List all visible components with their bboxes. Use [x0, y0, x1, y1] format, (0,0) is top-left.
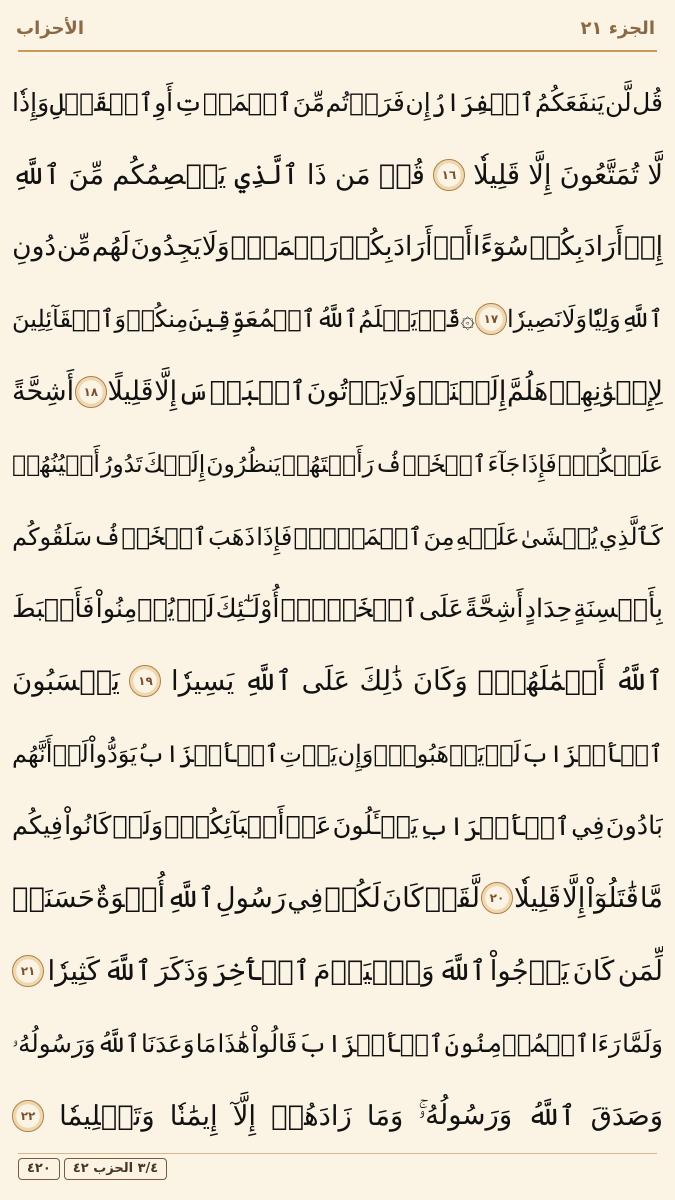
text-line: [12, 428, 663, 500]
word: ٱلۡخَوۡفُ: [93, 522, 208, 551]
word: وَمَا: [366, 1099, 404, 1132]
word: ٱلۡأٓخِرَ: [212, 954, 310, 987]
page-number: ٤٢٠: [18, 1158, 60, 1180]
word: ٱللَّهَ: [437, 954, 487, 987]
word: مِّنَ: [292, 87, 326, 117]
word: أَنۢبَآئِكُمۡۖ: [164, 811, 285, 842]
word: ٱلۡمُؤۡمِنُونَ: [444, 1028, 590, 1058]
word: رَءَا: [590, 1028, 621, 1058]
word: لَهُم: [91, 231, 130, 263]
word: تُمَتَّعُونَ: [559, 158, 640, 191]
ayah-number-marker: ٢٠: [481, 882, 513, 914]
word: لَمۡ: [484, 739, 521, 768]
text-line: [12, 1079, 663, 1151]
word: حَسَنَةٞ: [12, 882, 95, 915]
word: فِي: [287, 882, 324, 915]
word: وَعَدَنَا: [141, 1028, 195, 1058]
word: يَسۡـَٔلُونَ: [332, 811, 419, 842]
word: وَإِن: [337, 739, 374, 768]
word: مِنكُمۡ: [126, 305, 189, 334]
word: هَٰذَا: [217, 1028, 251, 1058]
word: كَانَ: [572, 954, 615, 987]
word: يَحۡسَبُونَ: [12, 665, 120, 698]
word: وَرَسُولُهُۥۚ: [418, 1099, 513, 1132]
word: إِلَّآ: [232, 1099, 257, 1132]
word: ٱلۡأَحۡزَابُ: [137, 739, 280, 768]
word: فَرَرۡتُم: [325, 87, 405, 117]
word: أَشِحَّةً: [464, 593, 524, 624]
word: أَنَّهُم: [12, 739, 53, 768]
word: رَحۡمَةٗۚ: [230, 231, 339, 263]
hizb-indicator: ٣/٤ الحزب ٤٢: [64, 1158, 167, 1180]
word: لِّمَن: [617, 954, 663, 987]
word: ٱلۡمَوۡتِۖ: [293, 522, 423, 551]
word: ٱلۡأَعۡرَابِ: [419, 811, 571, 842]
text-line: [12, 356, 663, 428]
word: ٱللَّهُ: [96, 1028, 140, 1058]
word: يَنفَعَكُمُ: [534, 87, 605, 117]
word: إِنۡ: [623, 231, 663, 263]
word: أَوۡ: [433, 231, 473, 263]
text-line: [12, 138, 663, 210]
word: عَنۡ: [285, 811, 332, 842]
word: ۞قَدۡ: [417, 305, 475, 334]
word: عَلَيۡهِ: [455, 522, 520, 551]
word: يَذۡهَبُواْۖ: [373, 739, 485, 768]
word: عَلَيۡكُمۡۖ: [557, 450, 663, 479]
word: يَأۡتُونَ: [306, 376, 388, 408]
quran-text: [12, 66, 663, 1152]
word: وَٱلۡقَآئِلِينَ: [12, 305, 127, 334]
ayah-number-marker: ١٦: [433, 159, 465, 191]
text-line: [12, 718, 663, 790]
word: إِلَّا: [528, 158, 552, 191]
ayah-number-marker: ١٩: [129, 665, 161, 697]
text-line: [12, 211, 663, 283]
word: كَانَ: [381, 882, 424, 915]
text-line: [12, 790, 663, 862]
word: أَرَادَ: [583, 231, 624, 263]
header-divider: [18, 50, 657, 52]
word: فِي: [571, 811, 605, 842]
word: قُلۡ: [378, 158, 425, 191]
word: ذَهَبَ: [208, 522, 256, 551]
page-footer: [18, 1156, 167, 1182]
word: لَّن: [604, 87, 632, 117]
word: بَادُونَ: [605, 811, 663, 842]
word: ذَا: [306, 158, 327, 191]
word: عَلَى: [301, 665, 351, 698]
word: لَوۡ: [52, 739, 89, 768]
word: لَكُمۡ: [324, 882, 381, 915]
word: يَجِدُونَ: [130, 231, 202, 263]
word: مَّا: [639, 882, 663, 915]
word: وَرَسُولُهُۥ: [12, 1028, 96, 1058]
word: لَّا: [647, 158, 663, 191]
word: حِدَادٍ: [524, 593, 573, 624]
word: وَلَوۡ: [112, 811, 164, 842]
word: إِلَيۡنَاۖ: [417, 376, 507, 408]
word: إِلَيۡكَ: [143, 450, 206, 479]
word: يَرۡجُواْ: [489, 954, 570, 987]
page-header: [16, 10, 655, 46]
word: وَلَا: [201, 231, 230, 263]
word: زَادَهُمۡ: [271, 1099, 352, 1132]
word: قَلِيلًا: [107, 376, 154, 408]
text-line: [12, 500, 663, 572]
word: قَالُواْ: [251, 1028, 298, 1058]
word: ٱلۡخَوۡفُ: [375, 450, 487, 479]
word: سُوٓءًا: [472, 231, 529, 263]
word: سَلَقُوكُم: [12, 522, 93, 551]
word: لَمۡ: [176, 593, 215, 624]
ayah-number-marker: ٢٢: [12, 1100, 44, 1132]
word: ٱللَّهَ: [103, 954, 152, 987]
word: أَشِحَّةً: [12, 376, 75, 408]
word: مِّن: [56, 231, 92, 263]
word: ٱلۡأَحۡزَابَ: [298, 1028, 444, 1058]
word: أَعۡيُنُهُمۡ: [12, 450, 100, 479]
surah-label: الأحزاب: [16, 17, 85, 39]
word: وَإِذٗا: [12, 87, 50, 117]
word: أَرَادَ: [393, 231, 433, 263]
word: رَأَيۡتَهُمۡ: [281, 450, 374, 479]
word: يَسِيرٗا: [170, 665, 235, 698]
word: يَوَدُّواْ: [88, 739, 137, 768]
word: يَعۡصِمُكُم: [112, 158, 227, 191]
ayah-number-marker: ٢١: [12, 955, 44, 987]
word: ٱللَّهِ: [166, 882, 215, 915]
word: ٱللَّهُ: [614, 665, 663, 698]
word: ٱلۡبَأۡسَ: [177, 376, 306, 408]
word: قَٰتَلُوٓاْ: [586, 882, 639, 915]
word: قُل: [632, 87, 663, 117]
text-line: [12, 645, 663, 717]
word: أُوْلَـٰٓئِكَ: [215, 593, 280, 624]
word: مِنَ: [423, 522, 455, 551]
word: وَتَسۡلِيمٗا: [59, 1099, 155, 1132]
word: فَأَحۡبَطَ: [12, 593, 95, 624]
word: إِلَّا: [562, 882, 586, 915]
word: يُغۡشَىٰ: [520, 522, 598, 551]
word: لَّقَدۡ: [424, 882, 480, 915]
word: يَنظُرُونَ: [206, 450, 281, 479]
word: ٱللَّهُ: [527, 1099, 576, 1132]
word: وَلَا: [561, 305, 588, 334]
word: إِلَّا: [154, 376, 178, 408]
word: هَلُمَّ: [507, 376, 549, 408]
word: إِن: [405, 87, 431, 117]
word: تَدُورُ: [100, 450, 143, 479]
word: ذَٰلِكَ: [359, 665, 404, 698]
word: ٱلۡخَيۡرِۚ: [280, 594, 418, 625]
word: ٱلۡفِرَارُ: [431, 87, 535, 117]
juz-label: الجزء ٢١: [580, 17, 655, 39]
word: وَذَكَرَ: [155, 954, 210, 987]
word: وَلَا: [388, 376, 417, 408]
text-line: [12, 283, 663, 355]
word: ٱلۡمَوۡتِ: [173, 87, 293, 117]
word: كَثِيرٗا: [47, 954, 101, 987]
word: ٱلۡأَحۡزَابَ: [521, 739, 663, 768]
word: بِكُمۡ: [529, 231, 584, 263]
ayah-number-marker: ١٨: [75, 376, 107, 408]
word: يُؤۡمِنُواْ: [95, 593, 175, 624]
word: ٱللَّهِ: [12, 158, 61, 191]
ayah-number-marker: ١٧: [475, 303, 507, 335]
text-line: [12, 1007, 663, 1079]
word: ٱلَّذِي: [234, 158, 299, 191]
word: أَعۡمَٰلَهُمۡۚ: [477, 665, 606, 698]
word: مَا: [195, 1028, 217, 1058]
word: كَٱلَّذِي: [598, 522, 663, 551]
word: فَإِذَا: [256, 522, 293, 551]
word: ٱللَّهُ: [315, 305, 359, 334]
word: لِإِخۡوَٰنِهِمۡ: [548, 376, 663, 408]
word: وَكَانَ: [412, 665, 468, 698]
word: ٱلۡمُعَوِّقِينَ: [188, 305, 316, 334]
word: يَأۡتِ: [279, 739, 338, 768]
footer-divider: [18, 1153, 657, 1154]
word: بِأَلۡسِنَةٍ: [573, 593, 663, 624]
word: مِّنَ: [68, 158, 105, 191]
word: وَلَمَّا: [622, 1028, 663, 1058]
text-line: [12, 573, 663, 645]
word: وَلِيّٗا: [587, 305, 621, 334]
word: ٱللَّهِ: [620, 305, 663, 334]
word: إِيمَٰنٗا: [169, 1099, 218, 1132]
word: وَٱلۡيَوۡمَ: [313, 954, 435, 987]
text-line: [12, 935, 663, 1007]
word: مَن: [334, 158, 371, 191]
word: كَانُواْ: [64, 811, 112, 842]
text-line: [12, 66, 663, 138]
word: فِيكُم: [12, 811, 63, 842]
word: قَلِيلٗا: [473, 158, 521, 191]
word: عَلَى: [418, 593, 464, 624]
word: قَلِيلٗا: [514, 882, 562, 915]
word: يَعۡلَمُ: [358, 305, 418, 334]
word: دُونِ: [12, 231, 57, 263]
word: أُسۡوَةٌ: [95, 882, 166, 915]
text-line: [12, 862, 663, 934]
word: وَصَدَقَ: [590, 1099, 663, 1132]
word: رَسُولِ: [215, 882, 287, 915]
word: أَوِ: [154, 87, 174, 117]
word: ٱلۡقَتۡلِ: [49, 87, 154, 117]
word: فَإِذَا: [521, 450, 557, 479]
word: نَصِيرٗا: [506, 305, 562, 334]
word: جَآءَ: [487, 450, 521, 479]
word: بِكُمۡ: [338, 231, 393, 263]
word: ٱللَّهِ: [243, 665, 293, 698]
